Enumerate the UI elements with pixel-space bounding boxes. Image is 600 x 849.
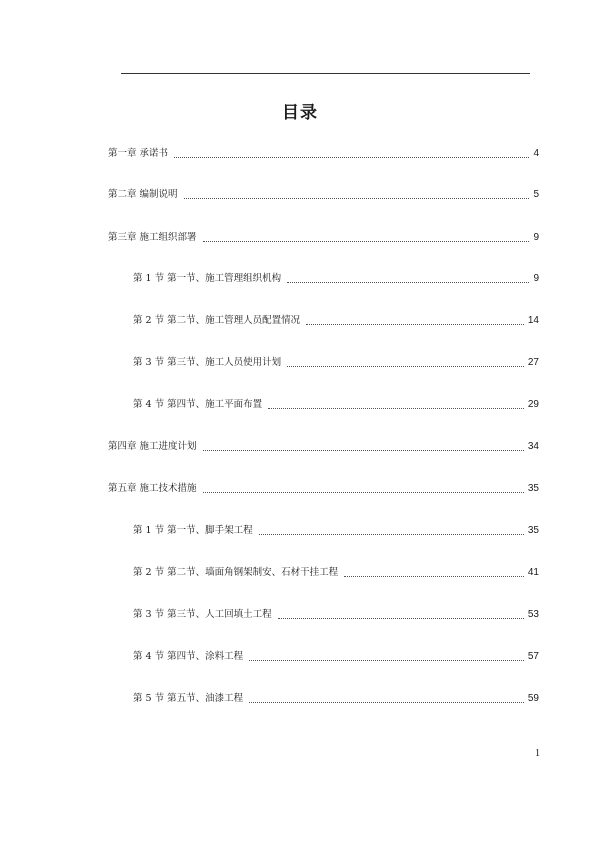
entry-text: 第五节、油漆工程 [167, 693, 244, 704]
entry-page-number: 41 [527, 567, 539, 578]
dot-leader [249, 660, 524, 661]
footer-page-number: 1 [535, 748, 540, 759]
entry-number: 第 2 节 [133, 315, 165, 326]
entry-label [133, 567, 338, 579]
entry-label [133, 525, 253, 537]
entry-label [133, 651, 243, 663]
entry-number: 第二章 [108, 189, 137, 200]
toc-entry[interactable] [133, 647, 539, 663]
entry-label [108, 232, 197, 244]
entry-page-number: 9 [533, 273, 539, 284]
entry-label [133, 399, 262, 411]
entry-number: 第一章 [108, 148, 137, 159]
dot-leader [268, 408, 524, 409]
entry-number: 第 1 节 [133, 525, 165, 536]
toc-entry[interactable] [133, 605, 539, 621]
entry-text: 第二节、墙面角钢架制安、石材干挂工程 [167, 567, 339, 578]
toc-entry[interactable] [108, 144, 539, 160]
entry-label [133, 357, 281, 369]
entry-text: 第四节、施工平面布置 [167, 399, 263, 410]
dot-leader [278, 618, 524, 619]
entry-page-number: 35 [527, 483, 539, 494]
toc-title: 目录 [282, 103, 318, 123]
entry-page-number: 4 [533, 148, 539, 159]
entry-label [133, 609, 272, 621]
dot-leader [203, 241, 530, 242]
dot-leader [203, 492, 524, 493]
dot-leader [306, 324, 524, 325]
dot-leader [287, 282, 529, 283]
entry-number: 第 5 节 [133, 693, 165, 704]
entry-label [133, 315, 300, 327]
toc-entry[interactable] [133, 521, 539, 537]
entry-label [108, 483, 197, 495]
entry-page-number: 27 [527, 357, 539, 368]
entry-number: 第五章 [108, 483, 137, 494]
entry-page-number: 29 [527, 399, 539, 410]
entry-text: 第三节、施工人员使用计划 [167, 357, 282, 368]
toc-entry[interactable] [133, 689, 539, 705]
entry-label [108, 441, 197, 453]
entry-number: 第三章 [108, 232, 137, 243]
entry-number: 第 3 节 [133, 609, 165, 620]
entry-page-number: 14 [527, 315, 539, 326]
toc-entry[interactable] [133, 395, 539, 411]
dot-leader [203, 450, 524, 451]
entry-text: 施工组织部署 [139, 232, 197, 243]
entry-text: 第二节、施工管理人员配置情况 [167, 315, 301, 326]
toc-entry[interactable] [133, 563, 539, 579]
dot-leader [184, 198, 530, 199]
entry-text: 第一节、施工管理组织机构 [167, 273, 282, 284]
header-rule [121, 73, 530, 74]
entry-page-number: 9 [533, 232, 539, 243]
entry-page-number: 59 [527, 693, 539, 704]
entry-label [133, 273, 281, 285]
dot-leader [249, 702, 524, 703]
entry-page-number: 53 [527, 609, 539, 620]
toc-entry[interactable] [133, 311, 539, 327]
entry-page-number: 34 [527, 441, 539, 452]
toc-entry[interactable] [108, 185, 539, 201]
entry-label [133, 693, 243, 705]
entry-text: 施工进度计划 [139, 441, 197, 452]
dot-leader [287, 366, 524, 367]
entry-text: 施工技术措施 [139, 483, 197, 494]
entry-text: 第一节、脚手架工程 [167, 525, 253, 536]
toc-entry[interactable] [108, 479, 539, 495]
entry-label [108, 189, 178, 201]
entry-page-number: 35 [527, 525, 539, 536]
dot-leader [174, 157, 529, 158]
entry-number: 第 4 节 [133, 399, 165, 410]
entry-text: 第三节、人工回填土工程 [167, 609, 272, 620]
entry-label [108, 148, 168, 160]
toc-entry[interactable] [133, 269, 539, 285]
entry-number: 第四章 [108, 441, 137, 452]
toc-entry[interactable] [108, 437, 539, 453]
entry-page-number: 57 [527, 651, 539, 662]
entry-number: 第 1 节 [133, 273, 165, 284]
dot-leader [259, 534, 524, 535]
entry-text: 承诺书 [139, 148, 169, 159]
entry-page-number: 5 [533, 189, 539, 200]
dot-leader [344, 576, 524, 577]
entry-number: 第 2 节 [133, 567, 165, 578]
toc-entry[interactable] [133, 353, 539, 369]
entry-text: 编制说明 [139, 189, 178, 200]
entry-number: 第 4 节 [133, 651, 165, 662]
toc-entry[interactable] [108, 228, 539, 244]
entry-number: 第 3 节 [133, 357, 165, 368]
entry-text: 第四节、涂料工程 [167, 651, 244, 662]
